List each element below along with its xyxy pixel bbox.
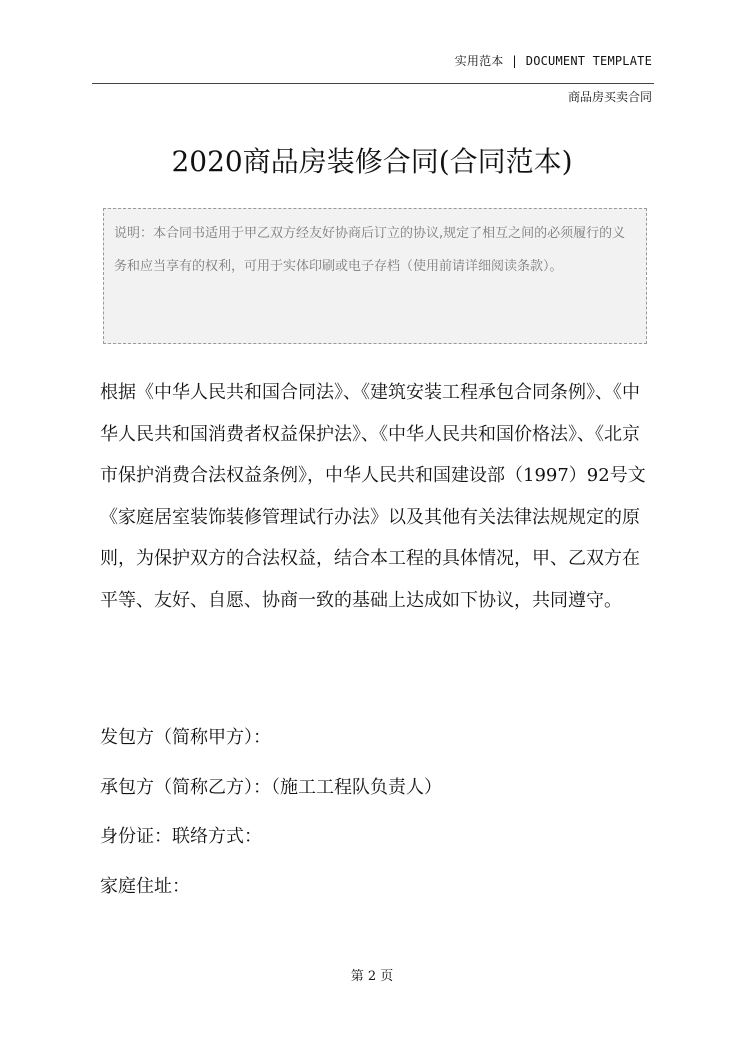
header-label: 实用范本 | DOCUMENT TEMPLATE (454, 54, 652, 68)
id-contact-line: 身份证：联络方式： (100, 826, 262, 847)
note-text: 说明：本合同书适用于甲乙双方经友好协商后订立的协议,规定了相互之间的必须履行的义务和应当享有的权利，可用于实体印刷或电子存档（使用前请详细阅读条款）。 (114, 226, 626, 274)
document-title: 2020商品房装修合同(合同范本) (171, 145, 573, 178)
header-divider (92, 83, 654, 84)
page-number: 第 2 页 (350, 969, 394, 984)
party-a-line: 发包方（简称甲方）： (100, 727, 271, 748)
body-text (100, 372, 650, 621)
note-box (103, 208, 647, 344)
address-line: 家庭住址： (100, 876, 190, 897)
party-b-line: 承包方（简称乙方）：（施工工程队负责人） (100, 777, 442, 798)
header-subtitle: 商品房买卖合同 (567, 90, 652, 104)
intro-paragraph: 根据《中华人民共和国合同法》、《建筑安装工程承包合同条例》、《中华人民共和国消费者权益保护法》、《中华人民共和国价格法》、《北京市保护消费合法权益条例》，中华人民共和国建设部（1997）92号文《家庭居室装饰装修管理试行办法》以及其他有关法律法规规定的原则，为保护双方的合法权益，结合本工程的具体情况，甲、乙双方在平等、友好、自愿、协商一致的基础上达成如下协议，共同遵守。 (100, 382, 646, 611)
